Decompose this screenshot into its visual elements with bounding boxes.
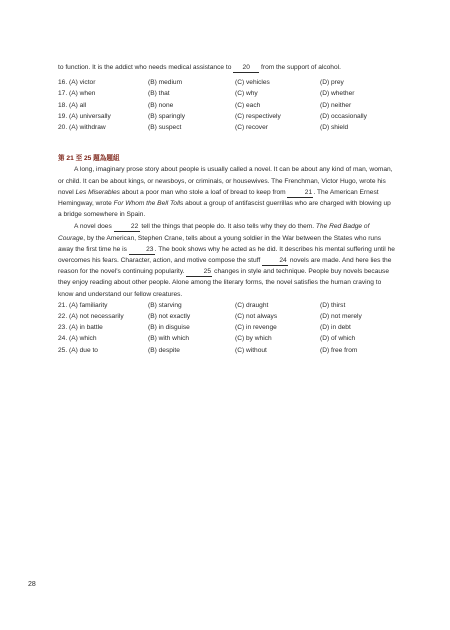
option-a [58, 300, 148, 311]
question-number: 24. [58, 335, 68, 343]
option-c: (C) respectively [235, 112, 281, 120]
top-paragraph [58, 62, 396, 73]
question-number: 19. [58, 112, 68, 120]
option-b: (B) sparingly [148, 112, 186, 120]
option-d: (D) whether [320, 90, 355, 98]
option-b: (B) in disguise [148, 324, 190, 332]
option-b: (B) none [148, 101, 174, 109]
option-text: (A) in battle [69, 324, 103, 332]
text-fragment: from the support of alcohol. [259, 64, 341, 71]
option-a [58, 100, 148, 111]
option-a [58, 111, 148, 122]
question-number: 22. [58, 313, 68, 321]
option-text: (A) familiarity [69, 301, 108, 309]
option-text: (A) all [69, 101, 87, 109]
blank-21: 21 [287, 188, 313, 198]
option-a [58, 322, 148, 333]
option-text: (A) withdraw [69, 124, 106, 132]
text-fragment: tell the things that people do. It also tells why they do them. [139, 223, 316, 231]
option-text: (A) when [69, 90, 96, 98]
question-number: 18. [58, 101, 68, 109]
option-c: (C) why [235, 90, 258, 98]
question-number: 21. [58, 301, 68, 309]
section-heading-text: 第 21 至 25 題為題組 [58, 155, 120, 163]
option-c: (C) in revenge [235, 324, 277, 332]
question-number: 20. [58, 124, 68, 132]
question-number: 23. [58, 324, 68, 332]
option-d: (D) occasionally [320, 112, 367, 120]
page-number: 28 [28, 581, 36, 588]
text-fragment: changes in style and technique. People buy novels because they enjoy reading about other people. Alone among the literary forms, the novel satisfies the human craving to know and understand our fellow creatures. [58, 268, 390, 298]
option-a [58, 333, 148, 344]
option-b: (B) despite [148, 346, 180, 354]
option-text: (A) victor [69, 79, 96, 87]
question-row [58, 111, 396, 122]
blank-25: 25 [186, 267, 212, 277]
book-title: For Whom the Bell Tolls [113, 200, 184, 208]
blank-23: 23 [129, 245, 155, 255]
option-a [58, 122, 148, 133]
option-d: (D) shield [320, 124, 349, 132]
question-row [58, 345, 396, 356]
option-c: (C) without [235, 346, 267, 354]
question-row [58, 77, 396, 88]
question-options-16-20 [58, 77, 396, 133]
option-b: (B) with which [148, 335, 190, 343]
question-number: 17. [58, 90, 68, 98]
option-c: (C) draught [235, 301, 269, 309]
question-row [58, 88, 396, 99]
option-c: (C) vehicles [235, 79, 270, 87]
option-a [58, 345, 148, 356]
option-c: (C) each [235, 101, 261, 109]
option-text: (A) which [69, 335, 97, 343]
text-fragment: . The American Ernest Hemingway, wrote [58, 188, 379, 208]
option-b: (B) suspect [148, 124, 182, 132]
option-text: (A) due to [69, 346, 98, 354]
question-row [58, 311, 396, 322]
option-a [58, 88, 148, 99]
question-number: 25. [58, 346, 68, 354]
spacer [58, 133, 396, 145]
section-heading [58, 153, 396, 164]
option-a [58, 77, 148, 88]
book-title: The Red Badge of Courage [58, 223, 370, 242]
text-fragment: to function. It is the addict who needs medical assistance to [58, 64, 234, 71]
option-a [58, 311, 148, 322]
option-d: (D) neither [320, 101, 352, 109]
option-text: (A) not necessarily [69, 313, 124, 321]
text-fragment: about a poor man who stole a loaf of bread to keep from [119, 188, 288, 196]
text-fragment: A long, imaginary prose story about people is usually called a novel. It can be about any kind of man, woman, or child. It can be about kings, or newsboys, or criminals, or housewives. The Frenchman, Victor Hugo, wrote his novel [58, 166, 393, 196]
question-row [58, 100, 396, 111]
option-text: (A) universally [69, 112, 111, 120]
option-b: (B) that [148, 90, 170, 98]
blank-22: 22 [114, 222, 140, 232]
option-c: (C) not always [235, 313, 278, 321]
option-d: (D) prey [320, 79, 344, 87]
option-d: (D) free from [320, 346, 358, 354]
question-number: 16. [58, 79, 68, 87]
option-b: (B) medium [148, 79, 183, 87]
text-fragment: . The book shows why he acted as he did. It describes his mental suffering until he overcomes his fears. Character, action, and motive compose the stuff [58, 245, 395, 265]
text-fragment: novels are made. And here lies the reason for the novel's continuing popularity. [58, 257, 392, 276]
option-c: (C) by which [235, 335, 272, 343]
passage-paragraph-2 [58, 221, 396, 299]
passage-paragraph-1 [58, 164, 396, 220]
option-d: (D) thirst [320, 301, 346, 309]
question-row [58, 333, 396, 344]
option-d: (D) of which [320, 335, 356, 343]
option-c: (C) recover [235, 124, 268, 132]
question-row [58, 322, 396, 333]
blank-20: 20 [233, 63, 259, 73]
text-fragment: , by the American, Stephen Crane, tells about a young soldier in the War between the States who runs away the first time he is [58, 234, 382, 253]
question-row [58, 300, 396, 311]
option-d: (D) not merely [320, 313, 362, 321]
question-options-21-25 [58, 300, 396, 356]
option-d: (D) in debt [320, 324, 351, 332]
blank-24: 24 [262, 256, 288, 266]
option-b: (B) not exactly [148, 313, 191, 321]
text-fragment: about a group of antifascist guerrillas who are charged with blowing up a bridge somewhere in Spain. [58, 200, 391, 219]
book-title: Les Miserables [75, 188, 120, 196]
option-b: (B) starving [148, 301, 182, 309]
question-row [58, 122, 396, 133]
text-fragment: A novel does [74, 223, 114, 231]
